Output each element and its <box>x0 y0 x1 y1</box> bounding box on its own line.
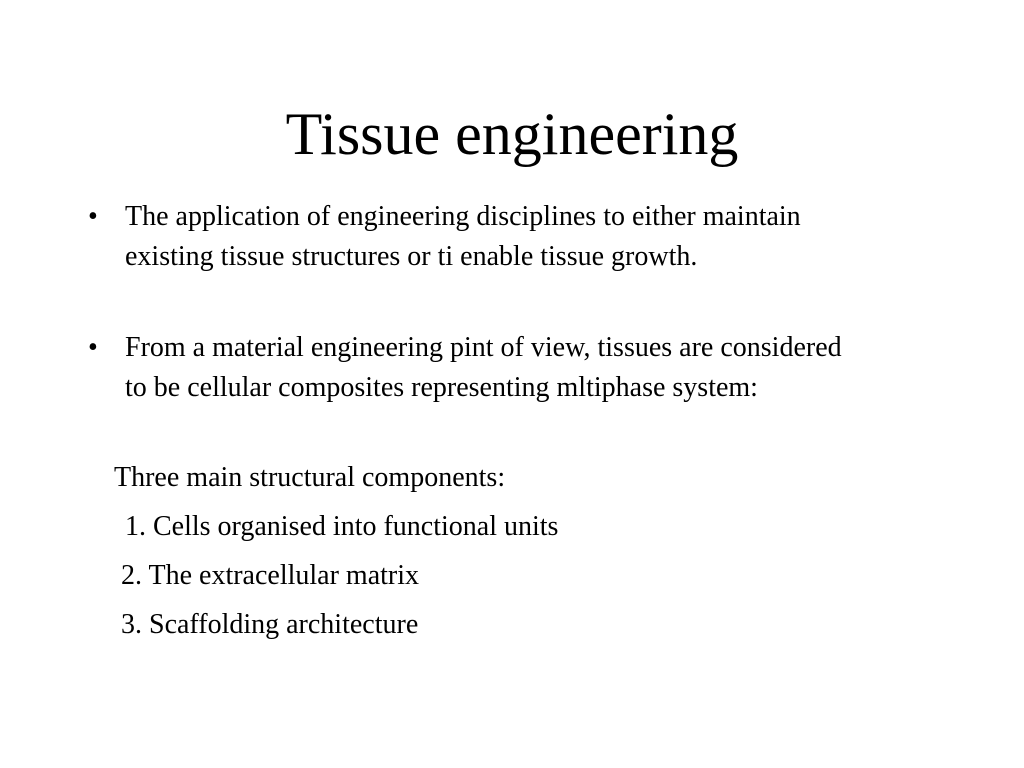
bullet-text-2: From a material engineering pint of view, tissues are considered to be cellular composites representing mltiphase system: <box>125 332 842 403</box>
component-item-1: 1. Cells organised into functional units <box>125 511 559 542</box>
bullet-text-1: The application of engineering disciplines to either maintain existing tissue structures or ti enable tissue growth. <box>125 201 801 272</box>
bullet-marker: • <box>88 201 98 232</box>
components-intro: Three main structural components: <box>114 462 506 493</box>
slide-title: Tissue engineering <box>285 101 739 167</box>
component-item-2: 2. The extracellular matrix <box>121 560 420 591</box>
component-item-3: 3. Scaffolding architecture <box>121 609 419 640</box>
bullet-item-2 <box>88 328 868 408</box>
bullet-item-1 <box>88 197 868 277</box>
bullet-marker: • <box>88 332 98 363</box>
